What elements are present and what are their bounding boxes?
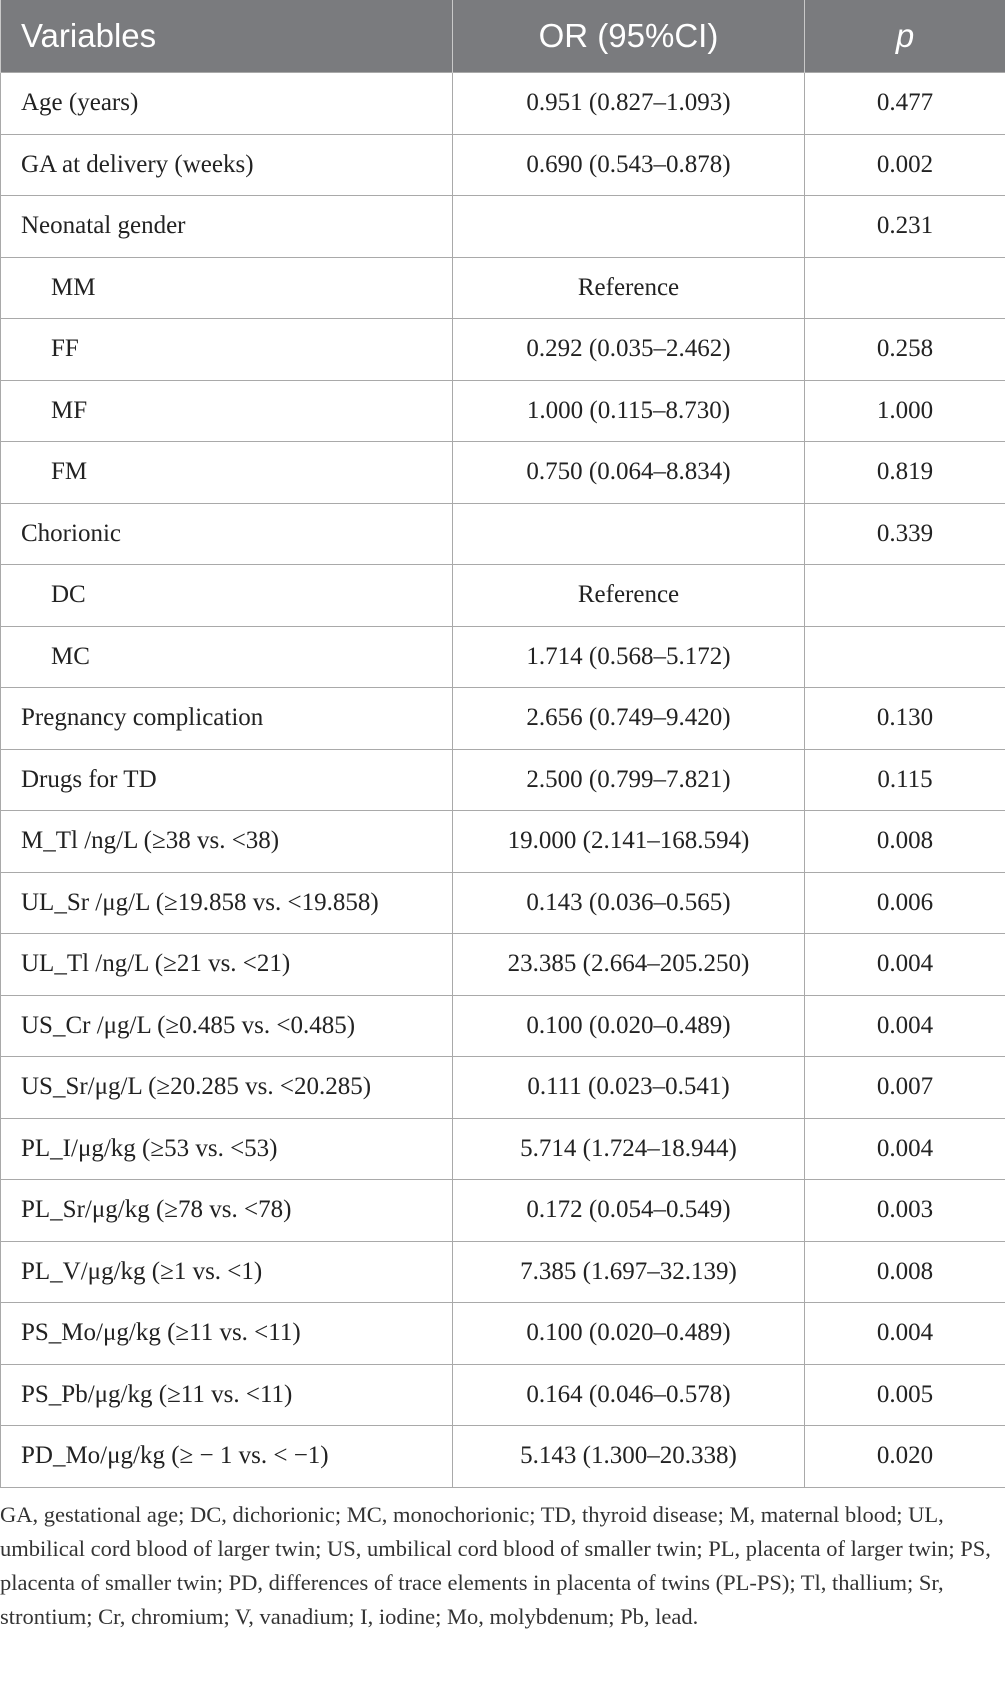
cell-odds-ratio: 0.292 (0.035–2.462)	[453, 319, 805, 381]
cell-odds-ratio	[453, 503, 805, 565]
table-row	[1, 995, 1005, 1057]
cell-variable: UL_Tl /ng/L (≥21 vs. <21)	[1, 934, 453, 996]
table-row	[1, 811, 1005, 873]
cell-variable: MC	[1, 626, 453, 688]
table-row	[1, 1426, 1005, 1488]
cell-variable: PL_V/μg/kg (≥1 vs. <1)	[1, 1241, 453, 1303]
cell-variable: PS_Pb/μg/kg (≥11 vs. <11)	[1, 1364, 453, 1426]
cell-variable: FF	[1, 319, 453, 381]
table-row	[1, 872, 1005, 934]
cell-p-value: 0.020	[805, 1426, 1005, 1488]
cell-odds-ratio: Reference	[453, 257, 805, 319]
cell-p-value: 0.005	[805, 1364, 1005, 1426]
cell-odds-ratio: 23.385 (2.664–205.250)	[453, 934, 805, 996]
table-row	[1, 1241, 1005, 1303]
table-row	[1, 749, 1005, 811]
table-body	[1, 73, 1005, 1488]
cell-p-value: 0.339	[805, 503, 1005, 565]
cell-variable: UL_Sr /μg/L (≥19.858 vs. <19.858)	[1, 872, 453, 934]
cell-p-value: 0.004	[805, 1303, 1005, 1365]
cell-variable: M_Tl /ng/L (≥38 vs. <38)	[1, 811, 453, 873]
cell-odds-ratio: 0.164 (0.046–0.578)	[453, 1364, 805, 1426]
table-footnote: GA, gestational age; DC, dichorionic; MC, monochorionic; TD, thyroid disease; M, maternal blood; UL, umbilical cord blood of larger twin; US, umbilical cord blood of smaller twin; PL, placenta of larger twin; PS, placenta of smaller twin; PD, differences of trace elements in placenta of twins (PL-PS); Tl, thallium; Sr, strontium; Cr, chromium; V, vanadium; I, iodine; Mo, molybdenum; Pb, lead.	[0, 1502, 991, 1629]
cell-variable: Neonatal gender	[1, 196, 453, 258]
cell-p-value: 0.130	[805, 688, 1005, 750]
cell-p-value: 0.006	[805, 872, 1005, 934]
cell-variable: Drugs for TD	[1, 749, 453, 811]
cell-p-value: 0.004	[805, 995, 1005, 1057]
table-row	[1, 1303, 1005, 1365]
cell-variable: US_Cr /μg/L (≥0.485 vs. <0.485)	[1, 995, 453, 1057]
cell-p-value: 0.008	[805, 811, 1005, 873]
cell-variable: PL_Sr/μg/kg (≥78 vs. <78)	[1, 1180, 453, 1242]
table-row	[1, 380, 1005, 442]
cell-p-value: 0.477	[805, 73, 1005, 135]
table-row	[1, 319, 1005, 381]
cell-p-value: 0.004	[805, 1118, 1005, 1180]
cell-odds-ratio: Reference	[453, 565, 805, 627]
table-row	[1, 257, 1005, 319]
cell-odds-ratio: 0.100 (0.020–0.489)	[453, 995, 805, 1057]
table-row	[1, 442, 1005, 504]
cell-p-value: 0.003	[805, 1180, 1005, 1242]
cell-odds-ratio: 5.714 (1.724–18.944)	[453, 1118, 805, 1180]
cell-odds-ratio: 1.714 (0.568–5.172)	[453, 626, 805, 688]
cell-odds-ratio: 2.500 (0.799–7.821)	[453, 749, 805, 811]
cell-variable: US_Sr/μg/L (≥20.285 vs. <20.285)	[1, 1057, 453, 1119]
table-row	[1, 1057, 1005, 1119]
cell-p-value: 0.008	[805, 1241, 1005, 1303]
cell-p-value: 0.004	[805, 934, 1005, 996]
cell-p-value: 0.231	[805, 196, 1005, 258]
cell-odds-ratio: 0.690 (0.543–0.878)	[453, 134, 805, 196]
cell-odds-ratio: 0.951 (0.827–1.093)	[453, 73, 805, 135]
table-row	[1, 73, 1005, 135]
cell-p-value: 0.115	[805, 749, 1005, 811]
cell-variable: GA at delivery (weeks)	[1, 134, 453, 196]
header-row	[1, 0, 1005, 73]
cell-variable: PL_I/μg/kg (≥53 vs. <53)	[1, 1118, 453, 1180]
cell-odds-ratio	[453, 196, 805, 258]
cell-odds-ratio: 1.000 (0.115–8.730)	[453, 380, 805, 442]
table-row	[1, 688, 1005, 750]
cell-odds-ratio: 0.100 (0.020–0.489)	[453, 1303, 805, 1365]
header-variables: Variables	[1, 0, 453, 73]
table-row	[1, 503, 1005, 565]
cell-variable: Chorionic	[1, 503, 453, 565]
table-row	[1, 565, 1005, 627]
cell-odds-ratio: 19.000 (2.141–168.594)	[453, 811, 805, 873]
table-row	[1, 1118, 1005, 1180]
cell-odds-ratio: 5.143 (1.300–20.338)	[453, 1426, 805, 1488]
cell-variable: Age (years)	[1, 73, 453, 135]
cell-p-value: 0.007	[805, 1057, 1005, 1119]
cell-variable: FM	[1, 442, 453, 504]
table-row	[1, 134, 1005, 196]
cell-odds-ratio: 2.656 (0.749–9.420)	[453, 688, 805, 750]
cell-p-value: 0.258	[805, 319, 1005, 381]
cell-p-value: 0.819	[805, 442, 1005, 504]
table-row	[1, 1364, 1005, 1426]
table-header	[1, 0, 1005, 73]
cell-p-value	[805, 626, 1005, 688]
cell-odds-ratio: 0.172 (0.054–0.549)	[453, 1180, 805, 1242]
cell-variable: Pregnancy complication	[1, 688, 453, 750]
cell-odds-ratio: 0.143 (0.036–0.565)	[453, 872, 805, 934]
cell-variable: MF	[1, 380, 453, 442]
cell-p-value: 0.002	[805, 134, 1005, 196]
cell-p-value	[805, 257, 1005, 319]
cell-variable: DC	[1, 565, 453, 627]
table-row	[1, 196, 1005, 258]
cell-p-value	[805, 565, 1005, 627]
header-or: OR (95%CI)	[453, 0, 805, 73]
header-p: p	[805, 0, 1005, 73]
cell-variable: PD_Mo/μg/kg (≥ − 1 vs. < −1)	[1, 1426, 453, 1488]
cell-p-value: 1.000	[805, 380, 1005, 442]
cell-odds-ratio: 7.385 (1.697–32.139)	[453, 1241, 805, 1303]
cell-variable: MM	[1, 257, 453, 319]
table-row	[1, 934, 1005, 996]
cell-odds-ratio: 0.111 (0.023–0.541)	[453, 1057, 805, 1119]
cell-odds-ratio: 0.750 (0.064–8.834)	[453, 442, 805, 504]
cell-variable: PS_Mo/μg/kg (≥11 vs. <11)	[1, 1303, 453, 1365]
table-row	[1, 626, 1005, 688]
table-row	[1, 1180, 1005, 1242]
